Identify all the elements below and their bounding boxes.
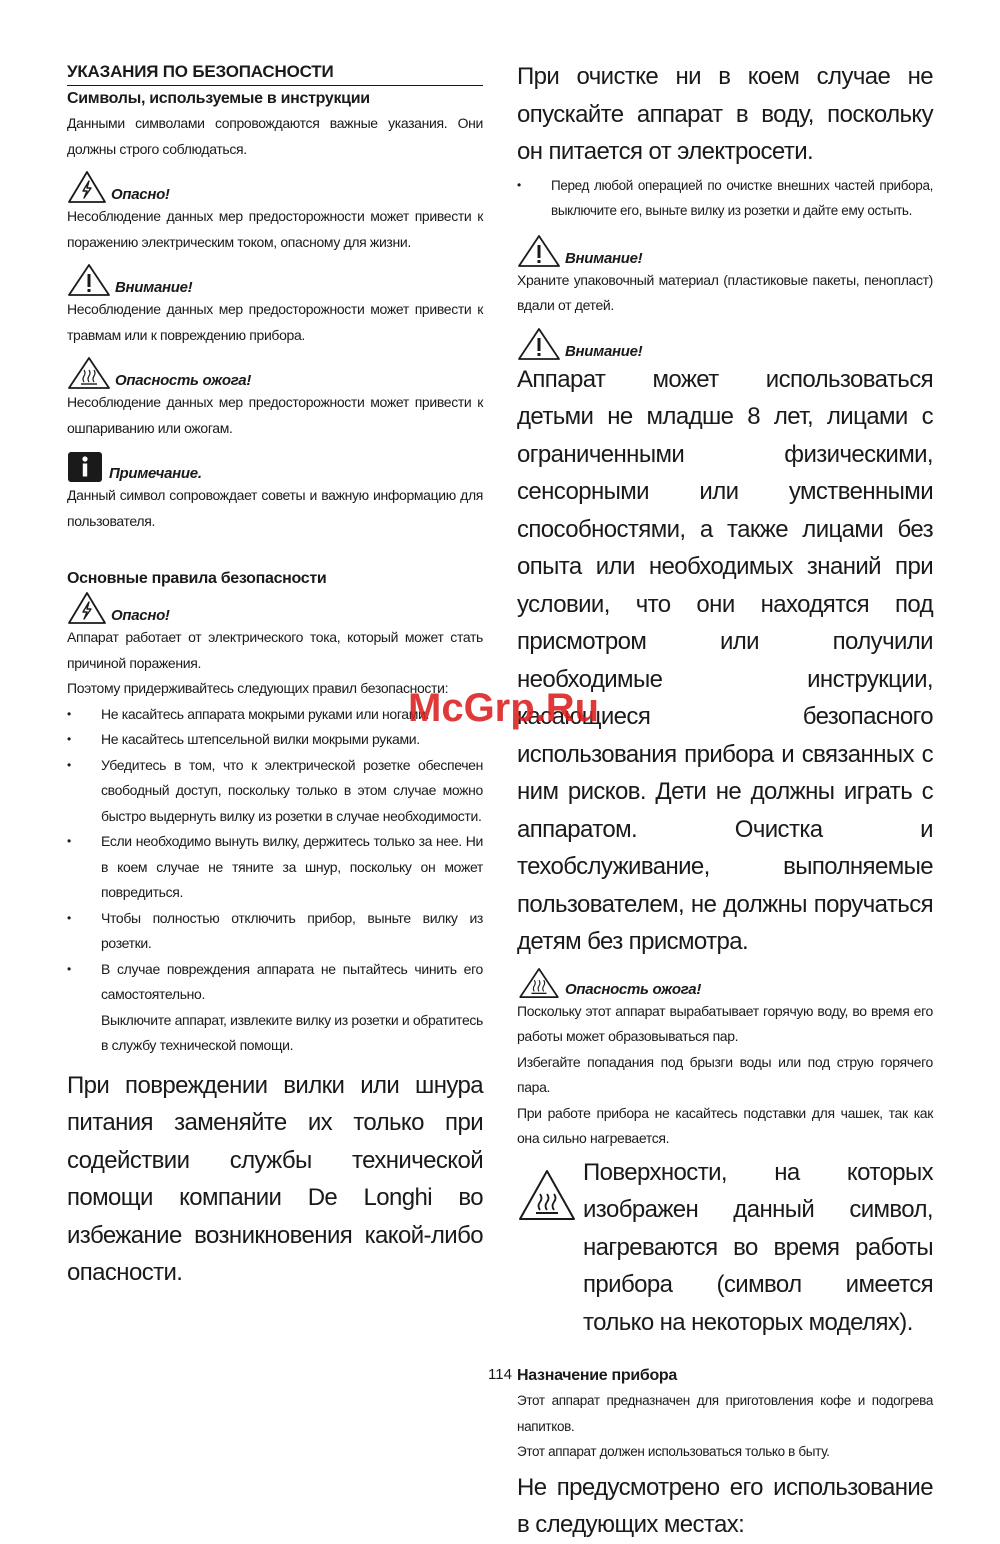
list-item: • В случае повреждения аппарата не пытайтесь чинить его самостоятельно. bbox=[67, 957, 483, 1008]
hot-surface-notice: Поверхности, на которых изображен данный символ, нагреваются во время работы прибора (символ имеется только на некоторых моделях). bbox=[583, 1158, 933, 1336]
list-item: • Убедитесь в том, что к электрической розетке обеспечен свободный доступ, поскольку только в этом случае можно быстро выдернуть вилку из розетки в случае необходимости. bbox=[67, 753, 483, 830]
burn-title: Опасность ожога! bbox=[565, 980, 702, 998]
packaging-text: Храните упаковочный материал (пластиковые пакеты, пенопласт) вдали от детей. bbox=[517, 271, 933, 313]
rules-danger-title: Опасно! bbox=[111, 607, 170, 624]
list-item: • Чтобы полностью отключить прибор, выньте вилку из розетки. bbox=[67, 906, 483, 957]
cleaning-notice: При очистке ни в коем случае не опускайте аппарат в воду, поскольку он питается от электросети. bbox=[517, 63, 933, 165]
burn-text: Несоблюдение данных мер предосторожности может привести к ошпариванию или ожогам. bbox=[67, 394, 483, 436]
rules-danger-warning bbox=[67, 591, 483, 625]
hot-surface-icon bbox=[517, 967, 561, 999]
note-text: Данный символ сопровождает советы и важную информацию для пользователя. bbox=[67, 487, 483, 529]
attention-warning-children bbox=[517, 327, 933, 361]
danger-warning bbox=[67, 170, 483, 204]
burn-paragraph-3: При работе прибора не касайтесь подставки для чашек, так как она сильно нагревается. bbox=[517, 1104, 933, 1146]
info-icon bbox=[67, 449, 105, 483]
rules-intro-2: Поэтому придерживайтесь следующих правил безопасности: bbox=[67, 680, 449, 696]
burn-paragraph-1: Поскольку этот аппарат вырабатывает горячую воду, во время его работы может образовываться пар. bbox=[517, 1002, 933, 1044]
purpose-notice: Не предусмотрено его использование в следующих местах: bbox=[517, 1473, 933, 1538]
page-number: 114 bbox=[488, 1366, 512, 1383]
hot-surface-block bbox=[517, 1154, 933, 1342]
symbols-heading: Символы, используемые в инструкции bbox=[67, 90, 370, 107]
cord-damage-notice: При повреждении вилки или шнура питания заменяйте их только при содействии службы технической помощи компании De Longhi во избежание возникновения какой-либо опасности. bbox=[67, 1071, 483, 1286]
danger-text: Несоблюдение данных мер предосторожности может привести к поражению электрическим током, опасному для жизни. bbox=[67, 208, 483, 250]
danger-title: Опасно! bbox=[111, 186, 170, 203]
rules-heading: Основные правила безопасности bbox=[67, 570, 327, 587]
attention-text: Несоблюдение данных мер предосторожности может привести к травмам или к повреждению прибора. bbox=[67, 301, 483, 343]
left-column bbox=[67, 62, 483, 1292]
burn-warning bbox=[517, 965, 933, 999]
attention-warning-packaging bbox=[517, 234, 933, 268]
list-item: • Если необходимо вынуть вилку, держитесь только за нее. Ни в коем случае не тяните за шнур, поскольку он может повредиться. bbox=[67, 829, 483, 906]
attention-icon bbox=[67, 263, 111, 297]
attention-title: Внимание! bbox=[565, 342, 643, 360]
right-column bbox=[517, 58, 933, 1544]
attention-icon bbox=[517, 327, 561, 361]
burn-paragraph-2: Избегайте попадания под брызги воды или под струю горячего пара. bbox=[517, 1053, 933, 1095]
attention-warning bbox=[67, 263, 483, 297]
watermark: McGrp.Ru bbox=[408, 686, 600, 730]
safety-heading: УКАЗАНИЯ ПО БЕЗОПАСНОСТИ bbox=[67, 62, 483, 86]
purpose-paragraph-2: Этот аппарат должен использоваться только в быту. bbox=[517, 1444, 830, 1459]
hot-surface-icon bbox=[67, 356, 111, 390]
hot-surface-icon bbox=[517, 1168, 577, 1222]
safety-bullet-list bbox=[67, 702, 483, 1008]
cleaning-bullet-list bbox=[517, 173, 933, 224]
electric-danger-icon bbox=[67, 591, 107, 625]
burn-title: Опасность ожога! bbox=[115, 372, 252, 389]
list-item: • Перед любой операцией по очистке внешних частей прибора, выключите его, выньте вилку из розетки и дайте ему остыть. bbox=[517, 173, 933, 224]
purpose-heading: Назначение прибора bbox=[517, 1367, 677, 1384]
burn-warning bbox=[67, 356, 483, 390]
rules-intro-1: Аппарат работает от электрического тока, который может стать причиной поражения. bbox=[67, 629, 483, 671]
purpose-paragraph-1: Этот аппарат предназначен для приготовления кофе и подогрева напитков. bbox=[517, 1393, 933, 1434]
list-item: • Не касайтесь аппарата мокрыми руками или ногами. bbox=[67, 702, 483, 728]
note-block bbox=[67, 449, 483, 483]
attention-title: Внимание! bbox=[565, 249, 643, 267]
list-item: • Не касайтесь штепсельной вилки мокрыми руками. bbox=[67, 727, 483, 753]
children-notice: Аппарат может использоваться детьми не младше 8 лет, лицами с ограниченными физическими, сенсорными или умственными способностями, а также лицами без опыта или необходимых знаний при условии, что они находятся под присмотром или получили необходимые инструкции, касающиеся безопасного использования прибора и связанных с ним рисков. Дети не должны играть с аппаратом. Очистка и техобслуживание, выполняемые пользователем, не должны поручаться детям без присмотра. bbox=[517, 365, 933, 955]
symbols-intro: Данными символами сопровождаются важные указания. Они должны строго соблюдаться. bbox=[67, 115, 483, 157]
attention-title: Внимание! bbox=[115, 279, 193, 296]
note-title: Примечание. bbox=[109, 465, 202, 482]
bullet-continuation: Выключите аппарат, извлеките вилку из розетки и обратитесь в службу технической помощи. bbox=[101, 1011, 483, 1053]
electric-danger-icon bbox=[67, 170, 107, 204]
attention-icon bbox=[517, 234, 561, 268]
